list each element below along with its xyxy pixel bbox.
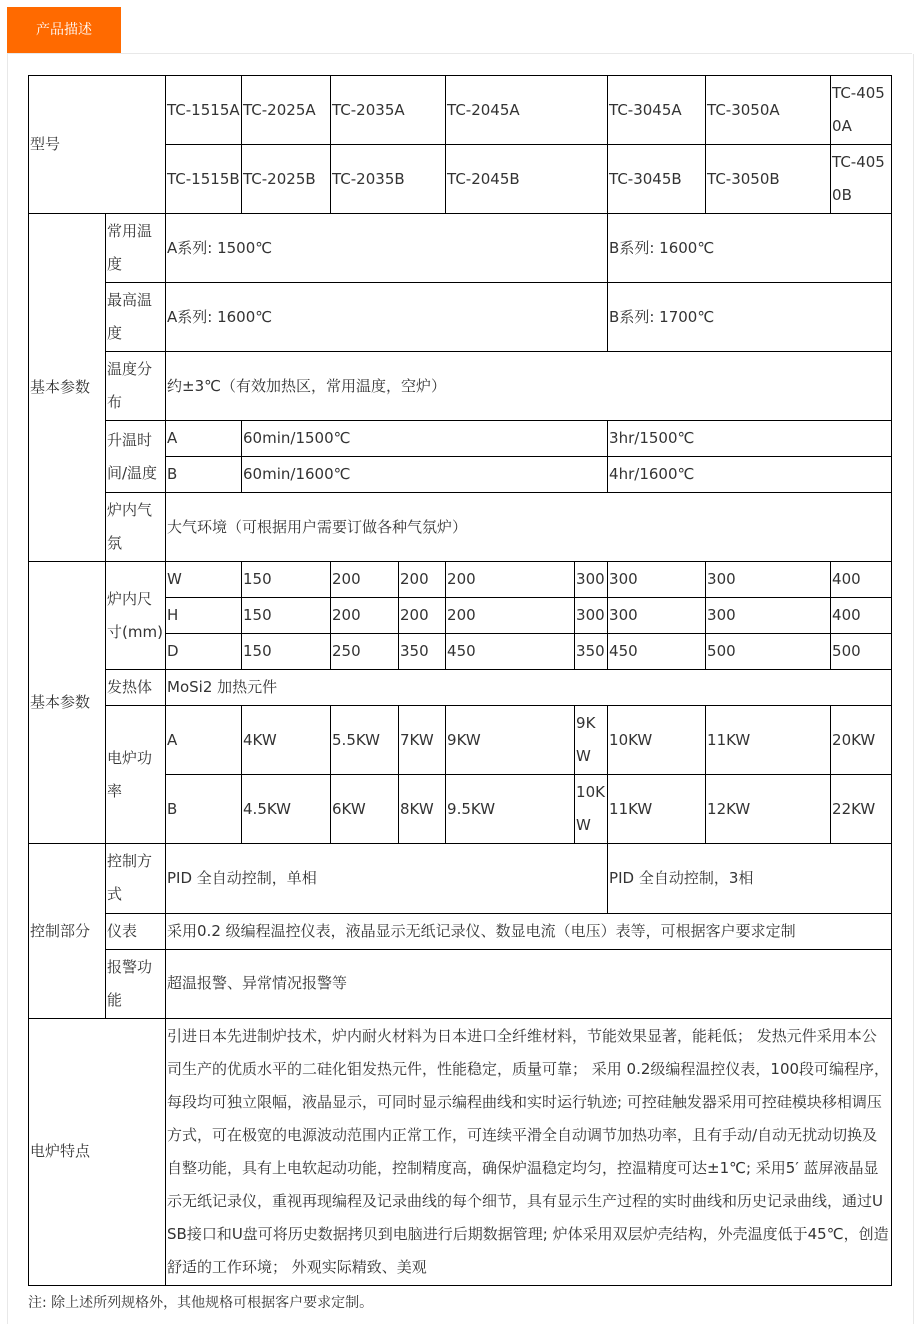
heater-label: 发热体 xyxy=(106,670,166,706)
tab-bar xyxy=(7,7,912,54)
power-value: 20KW xyxy=(831,706,892,775)
features-text: 引进日本先进制炉技术，炉内耐火材料为日本进口全纤维材料，节能效果显著，能耗低； 发热元件采用本公司生产的优质水平的二硅化钼发热元件，性能稳定，质量可靠； 采用 0.2级编程温控仪表，100段可编程序，每段均可独立限幅，液晶显示，可同时显示编程曲线和实时运行轨迹; 可控硅触发器采用可控硅模块移相调压方式，可在极宽的电源波动范围内正常工作，可连续平滑全自动调节加热功率，且有手动/自动无扰动切换及自整功能，具有上电软起动功能，控制精度高，确保炉温稳定均匀，控温精度可达±1℃; 采用5′ 蓝屏液晶显示无纸记录仪，重视再现编程及记录曲线的每个细节，具有显示生产过程的实时曲线和历史记录曲线，通过USB接口和U盘可将历史数据拷贝到电脑进行后期数据管理; 炉体采用双层炉壳结构，外壳温度低于45℃，创造舒适的工作环境； 外观实际精致、美观 xyxy=(166,1018,892,1285)
model-a: TC-2035A xyxy=(331,76,446,145)
features-label: 电炉特点 xyxy=(29,1018,166,1285)
footnote: 注: 除上述所列规格外，其他规格可根据客户要求定制。 xyxy=(28,1295,374,1311)
chamber-dim: D xyxy=(166,634,242,670)
power-value: 11KW xyxy=(706,706,831,775)
normal-temp-b: B系列: 1600℃ xyxy=(608,214,892,283)
chamber-value: 150 xyxy=(242,562,331,598)
chamber-value: 200 xyxy=(399,562,446,598)
control-mode-a: PID 全自动控制，单相 xyxy=(166,844,608,913)
instrument-label: 仪表 xyxy=(106,913,166,949)
normal-temp-a: A系列: 1500℃ xyxy=(166,214,608,283)
power-value: 11KW xyxy=(608,775,706,844)
chamber-value: 300 xyxy=(706,562,831,598)
model-a: TC-3045A xyxy=(608,76,706,145)
chamber-value: 200 xyxy=(331,562,399,598)
power-value: 10KW xyxy=(608,706,706,775)
basic-params-label: 基本参数 xyxy=(29,214,106,562)
control-section-label: 控制部分 xyxy=(29,844,106,1018)
power-series: B xyxy=(166,775,242,844)
chamber-value: 400 xyxy=(831,562,892,598)
power-value: 9.5KW xyxy=(446,775,575,844)
control-mode-b: PID 全自动控制，3相 xyxy=(608,844,892,913)
chamber-value: 350 xyxy=(399,634,446,670)
model-a: TC-2025A xyxy=(242,76,331,145)
power-value: 9KW xyxy=(446,706,575,775)
chamber-value: 150 xyxy=(242,598,331,634)
chamber-value: 300 xyxy=(608,598,706,634)
instrument-value: 采用0.2 级编程温控仪表，液晶显示无纸记录仪、数显电流（电压）表等，可根据客户要求定制 xyxy=(166,913,892,949)
chamber-value: 200 xyxy=(331,598,399,634)
chamber-value: 400 xyxy=(831,598,892,634)
temp-distribution-value: 约±3℃（有效加热区，常用温度，空炉） xyxy=(166,352,892,421)
chamber-dim: W xyxy=(166,562,242,598)
tab-product-description[interactable]: 产品描述 xyxy=(7,7,121,53)
chamber-value: 350 xyxy=(575,634,608,670)
power-value: 7KW xyxy=(399,706,446,775)
chamber-value: 450 xyxy=(608,634,706,670)
model-a: TC-3050A xyxy=(706,76,831,145)
heating-small: 60min/1500℃ xyxy=(242,421,608,457)
heating-series: A xyxy=(166,421,242,457)
control-mode-label: 控制方式 xyxy=(106,844,166,913)
power-value: 4.5KW xyxy=(242,775,331,844)
model-a: TC-4050A xyxy=(831,76,892,145)
chamber-value: 300 xyxy=(608,562,706,598)
model-b: TC-3050B xyxy=(706,145,831,214)
chamber-value: 500 xyxy=(831,634,892,670)
model-b: TC-1515B xyxy=(166,145,242,214)
chamber-value: 300 xyxy=(706,598,831,634)
model-label: 型号 xyxy=(29,76,166,214)
model-b: TC-3045B xyxy=(608,145,706,214)
chamber-value: 300 xyxy=(575,598,608,634)
spec-table xyxy=(28,75,892,1286)
power-value: 5.5KW xyxy=(331,706,399,775)
chamber-value: 200 xyxy=(399,598,446,634)
chamber-dim: H xyxy=(166,598,242,634)
chamber-value: 500 xyxy=(706,634,831,670)
chamber-value: 200 xyxy=(446,598,575,634)
normal-temp-label: 常用温度 xyxy=(106,214,166,283)
power-value: 12KW xyxy=(706,775,831,844)
heating-series: B xyxy=(166,457,242,493)
temp-distribution-label: 温度分布 xyxy=(106,352,166,421)
model-b: TC-2025B xyxy=(242,145,331,214)
power-series: A xyxy=(166,706,242,775)
chamber-size-label: 炉内尺寸(mm) xyxy=(106,562,166,670)
power-value: 4KW xyxy=(242,706,331,775)
max-temp-b: B系列: 1700℃ xyxy=(608,283,892,352)
power-value: 10KW xyxy=(575,775,608,844)
heater-value: MoSi2 加热元件 xyxy=(166,670,892,706)
max-temp-label: 最高温度 xyxy=(106,283,166,352)
model-b: TC-4050B xyxy=(831,145,892,214)
power-value: 9KW xyxy=(575,706,608,775)
basic-params-label: 基本参数 xyxy=(29,562,106,844)
chamber-value: 450 xyxy=(446,634,575,670)
model-b: TC-2045B xyxy=(446,145,608,214)
heating-large: 4hr/1600℃ xyxy=(608,457,892,493)
heating-small: 60min/1600℃ xyxy=(242,457,608,493)
atmosphere-value: 大气环境（可根据用户需要订做各种气氛炉） xyxy=(166,493,892,562)
chamber-value: 200 xyxy=(446,562,575,598)
atmosphere-label: 炉内气氛 xyxy=(106,493,166,562)
chamber-value: 300 xyxy=(575,562,608,598)
model-a: TC-2045A xyxy=(446,76,608,145)
chamber-value: 250 xyxy=(331,634,399,670)
max-temp-a: A系列: 1600℃ xyxy=(166,283,608,352)
heating-time-label: 升温时间/温度 xyxy=(106,421,166,493)
model-b: TC-2035B xyxy=(331,145,446,214)
alarm-label: 报警功能 xyxy=(106,949,166,1018)
heating-large: 3hr/1500℃ xyxy=(608,421,892,457)
model-a: TC-1515A xyxy=(166,76,242,145)
power-value: 8KW xyxy=(399,775,446,844)
power-label: 电炉功率 xyxy=(106,706,166,844)
chamber-value: 150 xyxy=(242,634,331,670)
alarm-value: 超温报警、异常情况报警等 xyxy=(166,949,892,1018)
power-value: 22KW xyxy=(831,775,892,844)
power-value: 6KW xyxy=(331,775,399,844)
